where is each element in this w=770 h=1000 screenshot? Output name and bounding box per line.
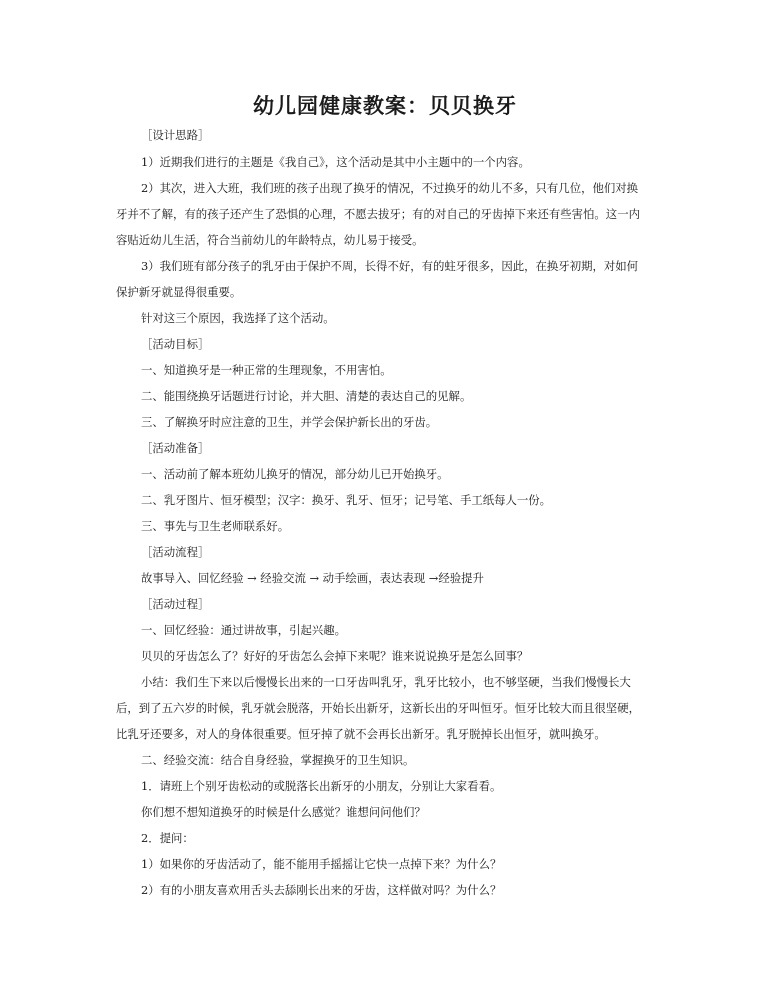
document-title: 幼儿园健康教案：贝贝换牙 <box>253 93 517 118</box>
paragraph-line: 你们想不想知道换牙的时候是什么感觉？谁想问问他们？ <box>141 805 426 819</box>
paragraph-line: 比乳牙还要多，对人的身体很重要。恒牙掉了就不会再长出新牙。乳牙脱掉长出恒牙，就叫换牙。 <box>116 727 606 741</box>
paragraph-line: 一、回忆经验：通过讲故事，引起兴趣。 <box>141 623 347 637</box>
paragraph-line: 保护新牙就显得很重要。 <box>116 285 242 299</box>
paragraph-line: 一、活动前了解本班幼儿换牙的情况，部分幼儿已开始换牙。 <box>141 467 449 481</box>
paragraph-line: 容贴近幼儿生活，符合当前幼儿的年龄特点，幼儿易于接受。 <box>116 233 424 247</box>
paragraph-line: 2．提问： <box>141 831 194 845</box>
section-heading: ［活动流程］ <box>141 545 210 559</box>
section-heading: ［活动过程］ <box>141 597 210 611</box>
paragraph-line: 二、能围绕换牙话题进行讨论，并大胆、清楚的表达自己的见解。 <box>141 389 472 403</box>
paragraph-line: 三、事先与卫生老师联系好。 <box>141 519 290 533</box>
paragraph-line: 针对这三个原因，我选择了这个活动。 <box>141 311 335 325</box>
paragraph-line: 1）近期我们进行的主题是《我自己》，这个活动是其中小主题中的一个内容。 <box>141 155 530 169</box>
paragraph-line: 3）我们班有部分孩子的乳牙由于保护不周，长得不好，有的蛀牙很多，因此，在换牙初期，对如何 <box>141 259 639 273</box>
paragraph-line: 故事导入、回忆经验 → 经验交流 → 动手绘画，表达表现 →经验提升 <box>141 571 484 585</box>
paragraph-line: 一、知道换牙是一种正常的生理现象，不用害怕。 <box>141 363 392 377</box>
section-heading: ［活动目标］ <box>141 337 210 351</box>
paragraph-line: 1．请班上个别牙齿松动的或脱落长出新牙的小朋友，分别让大家看看。 <box>141 779 502 793</box>
paragraph-line: 后，到了五六岁的时候，乳牙就会脱落，开始长出新牙，这新长出的牙叫恒牙。恒牙比较大而且很坚硬， <box>116 701 640 715</box>
paragraph-line: 二、经验交流：结合自身经验，掌握换牙的卫生知识。 <box>141 753 415 767</box>
paragraph-line: 2）有的小朋友喜欢用舌头去舔刚长出来的牙齿，这样做对吗？为什么？ <box>141 883 502 897</box>
paragraph-line: 三、了解换牙时应注意的卫生，并学会保护新长出的牙齿。 <box>141 415 438 429</box>
paragraph-line: 贝贝的牙齿怎么了？好好的牙齿怎么会掉下来呢？谁来说说换牙是怎么回事？ <box>141 649 529 663</box>
paragraph-line: 2）其次，进入大班，我们班的孩子出现了换牙的情况，不过换牙的幼儿不多，只有几位，他们对换 <box>141 181 639 195</box>
paragraph-line: 小结：我们生下来以后慢慢长出来的一口牙齿叫乳牙，乳牙比较小，也不够坚硬，当我们慢慢长大 <box>141 675 631 689</box>
paragraph-line: 二、乳牙图片、恒牙模型；汉字：换牙、乳牙、恒牙；记号笔、手工纸每人一份。 <box>141 493 552 507</box>
paragraph-line: 牙并不了解，有的孩子还产生了恐惧的心理，不愿去拔牙；有的对自己的牙齿掉下来还有些害怕。这一内 <box>116 207 640 221</box>
paragraph-line: 1）如果你的牙齿活动了，能不能用手摇摇让它快一点掉下来？为什么？ <box>141 857 502 871</box>
section-heading: ［活动准备］ <box>141 441 210 455</box>
section-heading: ［设计思路］ <box>141 128 210 142</box>
